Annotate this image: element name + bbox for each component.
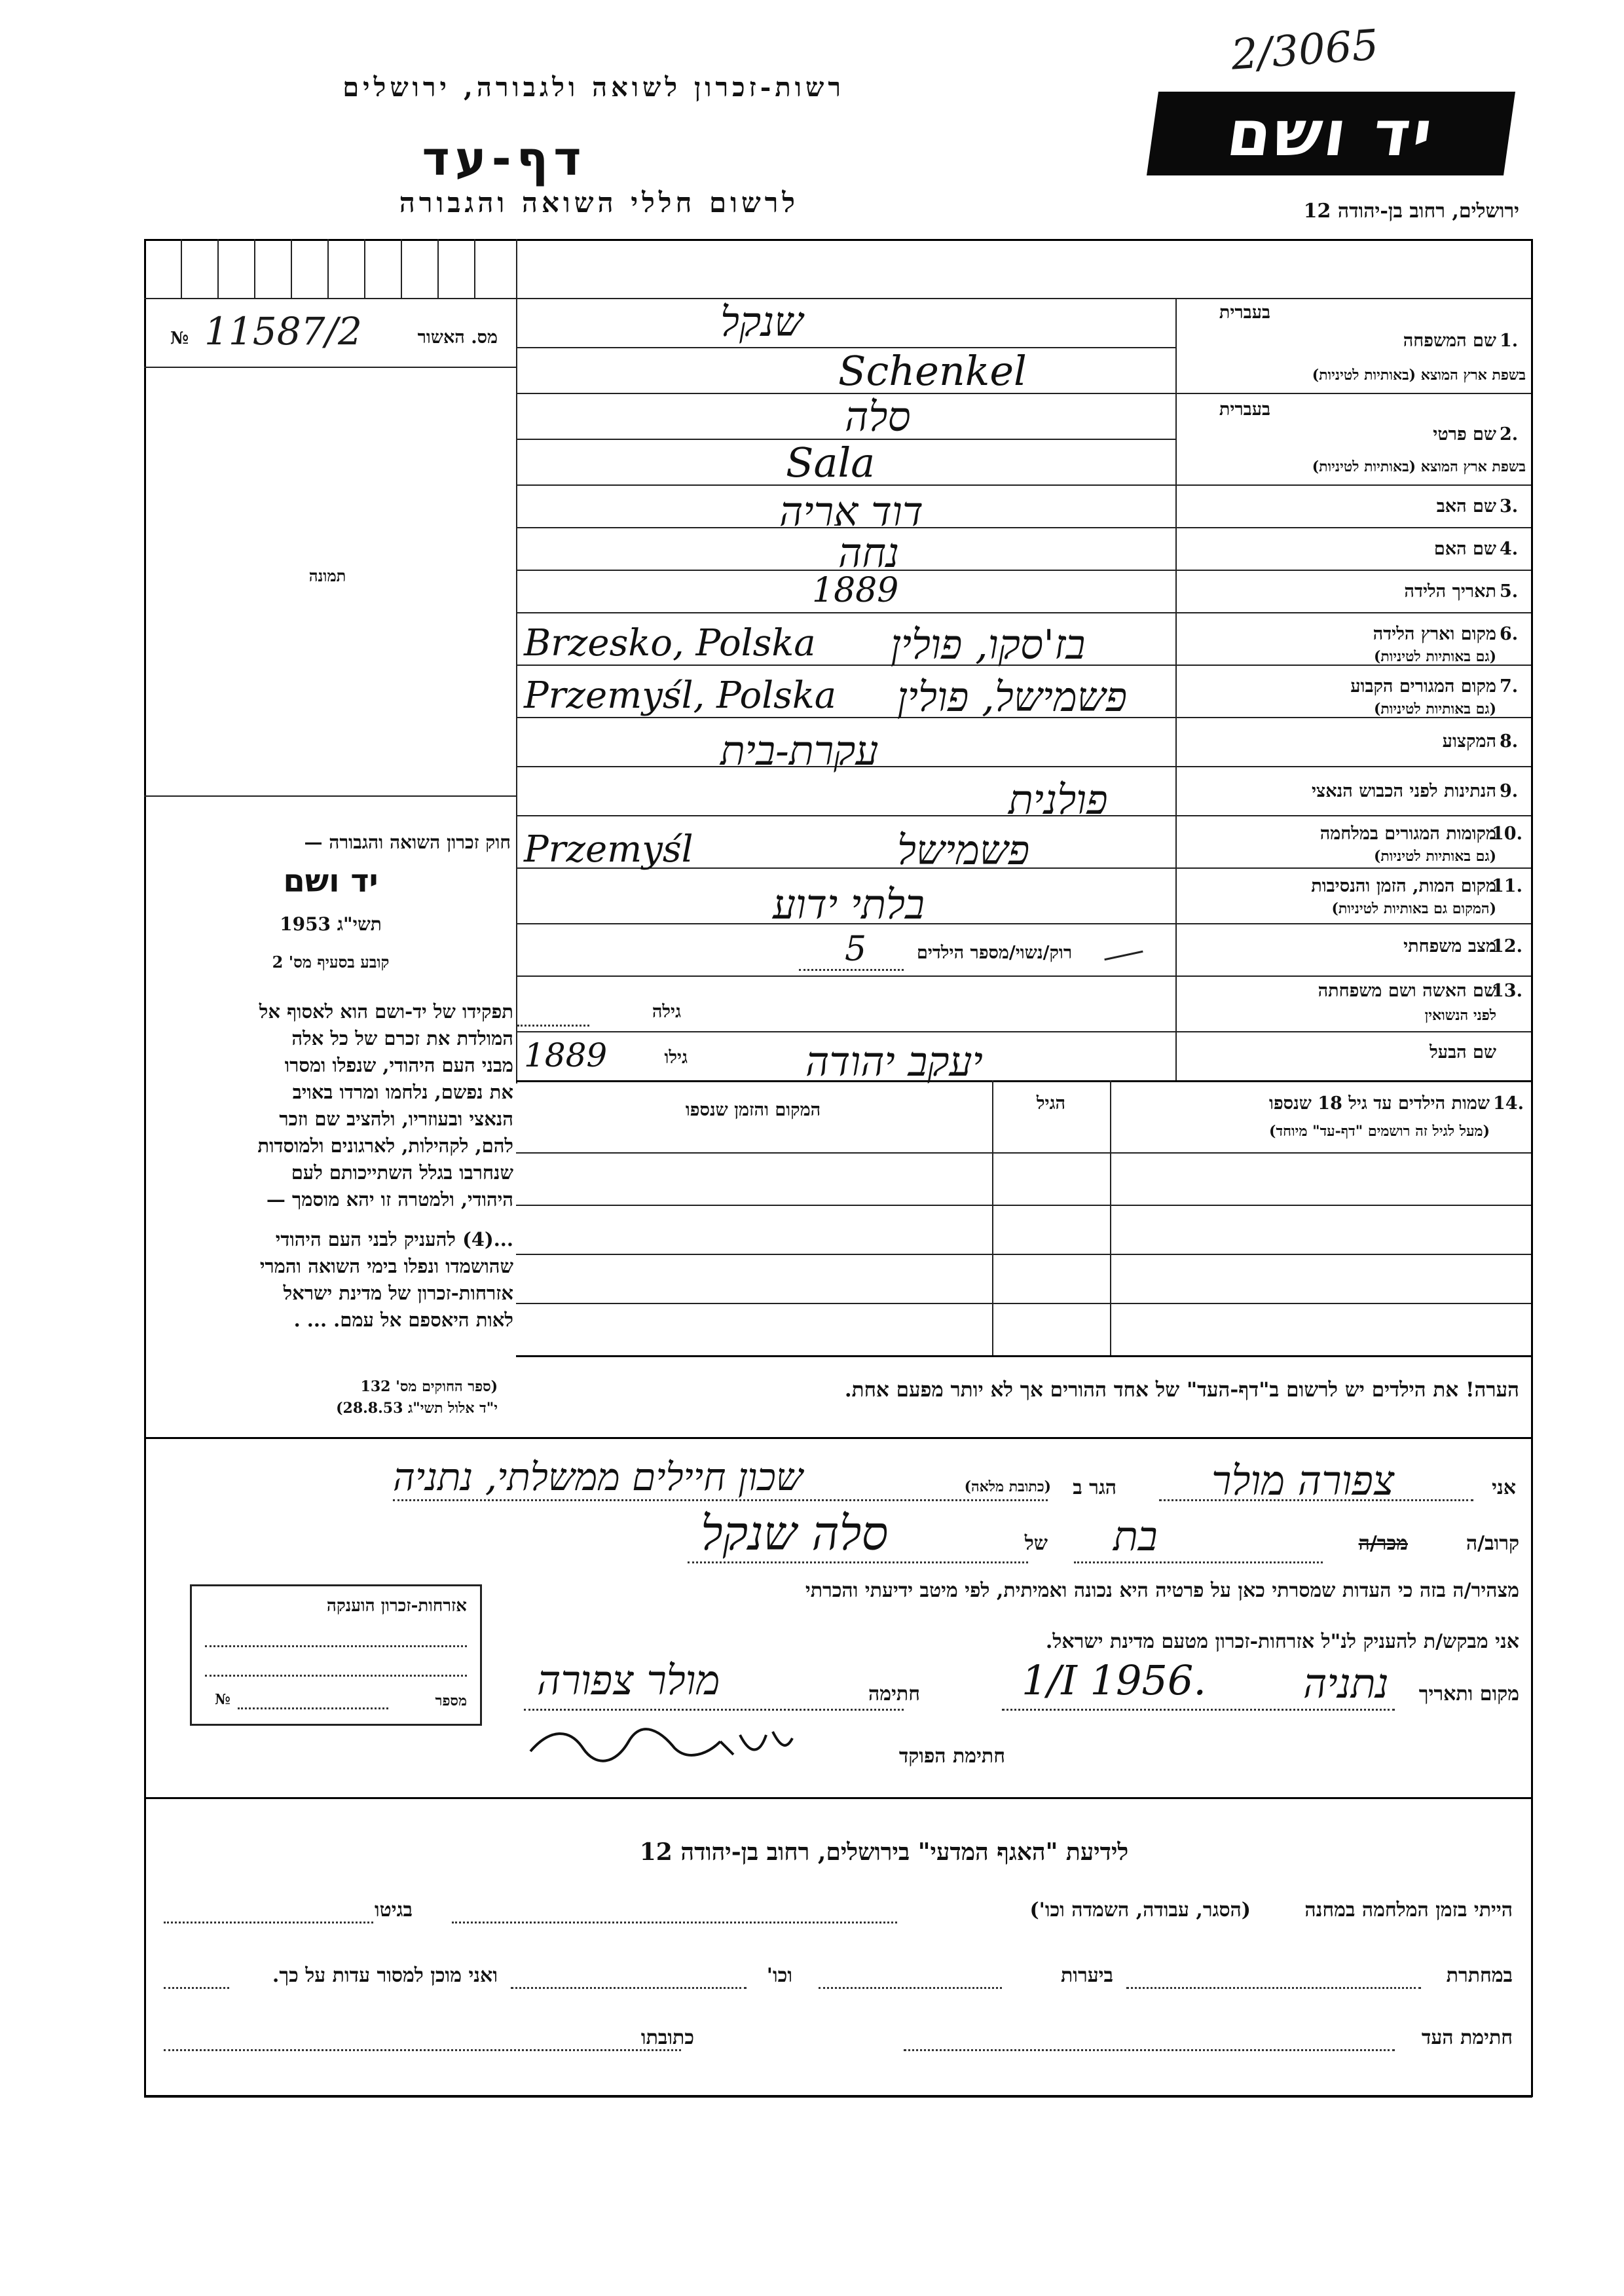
mother-name: נחה [838, 529, 900, 577]
law-text-line: היהודי, ולמטרה זו יהא מוסמך — [266, 1188, 513, 1211]
children-note: הערה! את הילדים יש לרשום ב"דף-העד" של אחד ההורים אך לא יותר מפעם אחת. [844, 1378, 1519, 1402]
wartime-residence-hebrew: פשמישל [897, 826, 1030, 874]
field-2-hebrew-tag: בעברית [1219, 399, 1270, 420]
citizenship-box [190, 1584, 482, 1726]
law-text-line: להם, לקהילות, לארגונים ולמוסדות [257, 1135, 513, 1157]
field-12-label: מצב משפחתי [1403, 936, 1496, 957]
field-10-sub: (גם באותיות לטיניות) [1373, 848, 1496, 865]
law-logo: יד ושם [283, 863, 378, 900]
field-1-hebrew-tag: בעברית [1219, 302, 1270, 323]
relation-of-value: סלה שנקל [701, 1506, 889, 1561]
field-4-number: 4. [1500, 539, 1519, 559]
first-name-hebrew: סלה [845, 393, 911, 441]
field-10-number: 10. [1492, 824, 1522, 844]
field-6-label: מקום וארץ הלידה [1373, 624, 1496, 644]
children-col-age: הגיל [1036, 1093, 1066, 1114]
org-name: רשות-זכרון לשואה ולגבורה, ירושלים [342, 72, 845, 103]
husband-age-value: 1889 [524, 1036, 608, 1074]
registration-number [164, 309, 504, 360]
citizenship: פולנית [1008, 776, 1108, 824]
archive-number: 2/3065 [1229, 21, 1380, 80]
profession: עקרת-בית [720, 727, 879, 774]
law-date: י"ד אלול תשי"ג 28.8.53) [336, 1400, 498, 1417]
officer-signature-scribble [524, 1715, 799, 1774]
wife-age-label: גילה [652, 1002, 681, 1022]
form-subtitle: לרשום חללי השואה והגבורה [399, 187, 799, 219]
registration-no-symbol: № [170, 329, 189, 348]
footer-line1-c: בגיטו [374, 1899, 413, 1922]
field-11-number: 11. [1492, 876, 1522, 896]
footer-line1-a: הייתי בזמן המלחמה במחנה [1304, 1899, 1513, 1922]
relation-of-label: של [1024, 1532, 1048, 1555]
footer-line2-b: ביערות [1060, 1964, 1113, 1987]
field-7-sub: (גם באותיות לטיניות) [1373, 701, 1496, 718]
law-text [155, 998, 513, 1334]
field-4-label: שם האם [1433, 539, 1496, 559]
husband-label: שם הבעל [1430, 1042, 1496, 1063]
law-text-line: המולדת את זכרם של כל אלה [291, 1027, 513, 1049]
father-name: דוד אריה [779, 488, 923, 536]
field-6-sub: (גם באותיות לטיניות) [1373, 648, 1496, 665]
field-1-sub: בשפת ארץ המוצא (באותיות לטיניות) [1312, 367, 1526, 384]
photo-label: תמונה [308, 566, 346, 585]
signature-label: חתימה [868, 1683, 920, 1705]
field-10-label: מקומות המגורים במלחמה [1320, 824, 1496, 844]
officer-signature-stroke [530, 1729, 792, 1761]
citizenship-title: אזרחות-זכרון הוענקה [326, 1596, 467, 1616]
declaration-request: אני מבקש/ת להעניק לנ"ל אזרחות-זכרון מטעם מדינת ישראל. [1045, 1630, 1519, 1653]
children-sub: (מעל לגיל זה רושמים "דף-עד" מיוחד) [1269, 1123, 1490, 1140]
date-value: 1/I 1956. [1022, 1656, 1207, 1704]
field-9-label: הנתינות לפני הכבוש הנאצי [1311, 781, 1496, 801]
field-7-label: מקום המגורים הקבוע [1350, 676, 1496, 697]
registration-number-value: 11587/2 [204, 309, 362, 354]
law-text-line: מבני העם היהודי, שנפלו ומסרו [284, 1054, 513, 1076]
registration-number-label: מס. האשור [417, 327, 498, 348]
birth-place-hebrew: בז'סקו, פולין [891, 621, 1086, 668]
declaration-statement: מצהיר/ה בזה כי העדות שמסרתי כאן על פרטיה היא נכונה ואמיתית, לפי מיטב ידיעתי והכרתי [805, 1579, 1519, 1602]
declarant-i: אני [1492, 1476, 1516, 1499]
law-text-line: שנחרבו בגלל השתייכותם לעם [291, 1161, 513, 1184]
family-name-latin: Schenkel [838, 347, 1027, 395]
field-9-number: 9. [1500, 781, 1519, 801]
field-2-label: שם פרטי [1433, 424, 1496, 445]
declarant-address-hint: (כתובת מלאה) [964, 1478, 1051, 1495]
wartime-residence-latin: Przemyśl [524, 828, 693, 871]
form-title: דף-עד [422, 131, 587, 186]
law-clause: קובע בסעיף מס' 2 [272, 953, 390, 972]
children-col-place: המקום והזמן שנספו [685, 1100, 821, 1120]
residence-latin: Przemyśl, Polska [524, 674, 837, 717]
declarant-address: שכון חיילים ממשלתי, נתניה [393, 1455, 803, 1499]
residence-hebrew: פשמישל, פולין [897, 673, 1128, 721]
field-12-number: 12. [1492, 936, 1522, 957]
field-1-label: שם המשפחה [1403, 331, 1496, 351]
footer-line3-a: חתימת העד [1421, 2026, 1513, 2049]
children-number: 14. [1493, 1093, 1524, 1114]
footer-line1-b: (הסגר, עבודה, השמדה וכו') [1029, 1899, 1251, 1922]
field-2-number: 2. [1500, 424, 1519, 445]
relation-label: קרוב/ה [1466, 1532, 1519, 1555]
field-8-label: המקצוע [1442, 731, 1496, 752]
law-text-line: לאות היאספם אל עמם. ... . [293, 1309, 513, 1331]
field-3-number: 3. [1500, 496, 1519, 517]
death-place: בלתי ידוע [773, 881, 925, 928]
field-3-label: שם האב [1436, 496, 1496, 517]
children-count: 5 [845, 930, 867, 969]
footer-line2-d: ואני מוכן למסור עדות על כך. [272, 1964, 498, 1987]
field-8-number: 8. [1500, 731, 1519, 752]
footer-line3-b: כתובתו [640, 2026, 694, 2049]
law-source: (ספר החוקים מס' 132 [360, 1378, 498, 1395]
officer-signature-label: חתימת הפוקד [898, 1745, 1005, 1768]
field-5-number: 5. [1500, 581, 1519, 602]
yad-vashem-logo-text: יד ושם [1223, 97, 1439, 170]
place-value: נתניה [1303, 1660, 1389, 1707]
footer-title: לידיעת "האגף המדעי" בירושלים, רחוב בן-יהודה 12 [639, 1838, 1129, 1866]
law-text-line: תפקידו של יד-ושם הוא לאסוף אל [259, 1000, 513, 1023]
citizenship-number-no: № [215, 1691, 231, 1708]
yad-vashem-logo [1147, 92, 1515, 175]
first-name-latin: Sala [786, 439, 876, 486]
husband-age-label: גילו [664, 1048, 688, 1068]
field-11-label: מקום המות, הזמן והנסיבות [1311, 876, 1496, 896]
field-13-number: 13. [1492, 981, 1522, 1001]
field-11-sub: (המקום גם באותיות לטיניות) [1331, 900, 1496, 917]
law-text-line: ...(4) להעניק לבני העם היהודי [275, 1228, 513, 1250]
husband-name: יעקב יהודה [805, 1038, 983, 1085]
birth-date: 1889 [812, 571, 899, 610]
place-date-label: מקום ותאריך [1418, 1683, 1519, 1705]
header-address: ירושלים, רחוב בן-יהודה 12 [1303, 200, 1519, 223]
field-7-number: 7. [1500, 676, 1519, 697]
law-text-line: את נפשם, נלחמו ומרדו באויב [292, 1081, 513, 1103]
field-5-label: תאריך הלידה [1404, 581, 1496, 602]
relation-value: בת [1113, 1512, 1158, 1560]
signature-value: מולר צפורה [537, 1656, 720, 1704]
field-1-number: 1. [1500, 331, 1519, 351]
law-text-line: הנאצי ובעוזריו, ולהציב שם וזכר [279, 1108, 513, 1130]
birth-place-latin: Brzesko, Polska [524, 622, 816, 665]
law-title: חוק זכרון השואה והגבורה — [304, 831, 511, 853]
law-year: תשי"ג 1953 [280, 913, 382, 935]
citizenship-number-label: מספר [435, 1692, 467, 1709]
declarant-lives-label: הגר ב [1073, 1476, 1116, 1499]
law-text-line: אזרחות-זכרון של מדינת ישראל [283, 1282, 513, 1304]
field-13-label: שם האשה ושם משפחתה [1318, 981, 1496, 1001]
declarant-name: צפורה מולר [1211, 1457, 1395, 1504]
relation-crossed: מכר/ה [1358, 1532, 1408, 1555]
children-label: שמות הילדים עד גיל 18 שנספו [1269, 1093, 1490, 1114]
footer-line2-c: וכו' [766, 1964, 792, 1987]
family-name-hebrew: שנקל [720, 298, 803, 346]
field-2-sub: בשפת ארץ המוצא (באותיות לטיניות) [1312, 458, 1526, 475]
field-6-number: 6. [1500, 624, 1519, 644]
law-text-line: שהושמדו ונפלו בימי השואה והמרי [259, 1255, 513, 1277]
footer-line2-a: במחתרת [1446, 1964, 1513, 1987]
marital-status-options: רוק/נשוי/מספר הילדים [917, 943, 1073, 963]
field-13-sub: לפני הנשואין [1424, 1007, 1496, 1024]
